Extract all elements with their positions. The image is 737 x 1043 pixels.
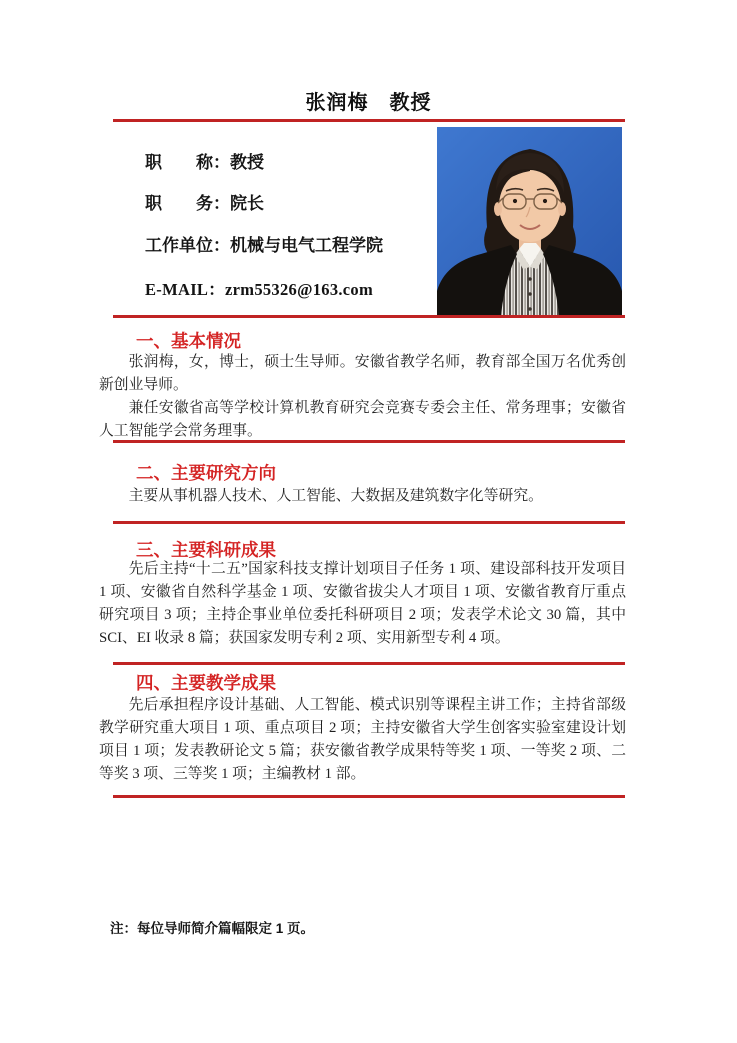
field-label-position: 职 务： [145, 194, 230, 213]
field-row-email [145, 276, 373, 300]
divider-rule-4 [113, 521, 625, 524]
field-value-position: 院长 [230, 194, 264, 213]
field-value-title: 教授 [230, 153, 264, 172]
divider-rule-5 [113, 662, 625, 665]
section-heading-research-directions: 二、主要研究方向 [136, 463, 276, 483]
field-label-email: E-MAIL： [145, 280, 226, 299]
portrait-photo [437, 127, 622, 315]
field-value-email: zrm55326@163.com [225, 280, 374, 299]
page-title: 张润梅 教授 [305, 92, 432, 114]
section-heading-research-achievements: 三、主要科研成果 [136, 540, 276, 560]
section-heading-basic-info: 一、基本情况 [136, 331, 241, 351]
paragraph: 先后承担程序设计基础、人工智能、模式识别等课程主讲工作；主持省部级教学研究重大项目 1 项、重点项目 2 项；主持安徽省大学生创客实验室建设计划项目 1 项；发表教研论文 5 篇；获安徽省教学成果特等奖 1 项、一等奖 2 项、二等奖 3 项、三等奖 1 项；主编教材 1 部。 [99, 697, 626, 782]
section-body-teaching-achievements [99, 694, 626, 786]
paragraph: 先后主持“十二五”国家科技支撑计划项目子任务 1 项、建设部科技开发项目 1 项、安徽省自然科学基金 1 项、安徽省拔尖人才项目 1 项、安徽省教育厅重点研究项目 3 项；主持企事业单位委托科研项目 2 项；发表学术论文 30 篇，其中 SCI、EI 收录 8 篇；获国家发明专利 2 项、实用新型专利 4 项。 [99, 561, 626, 646]
divider-rule-6 [113, 795, 625, 798]
divider-rule-2 [113, 315, 625, 318]
field-row-workunit [145, 231, 383, 256]
page-footnote: 注：每位导师简介篇幅限定 1 页。 [110, 921, 315, 936]
paragraph: 主要从事机器人技术、人工智能、大数据及建筑数字化等研究。 [128, 488, 543, 504]
field-label-workunit: 工作单位： [145, 236, 230, 255]
paragraph: 兼任安徽省高等学校计算机教育研究会竞赛专委会主任、常务理事；安徽省人工智能学会常务理事。 [99, 400, 626, 439]
paragraph: 张润梅，女，博士，硕士生导师。安徽省教学名师，教育部全国万名优秀创新创业导师。 [99, 354, 626, 393]
field-label-title: 职 称： [145, 153, 230, 172]
section-body-research-directions [99, 485, 626, 508]
field-row-position [145, 189, 264, 214]
field-value-workunit: 机械与电气工程学院 [230, 236, 383, 255]
divider-rule-3 [113, 440, 625, 443]
divider-rule-1 [113, 119, 625, 122]
section-body-basic-info [99, 351, 626, 443]
section-heading-teaching-achievements: 四、主要教学成果 [136, 673, 276, 693]
section-body-research-achievements [99, 558, 626, 650]
field-row-title [145, 148, 264, 173]
